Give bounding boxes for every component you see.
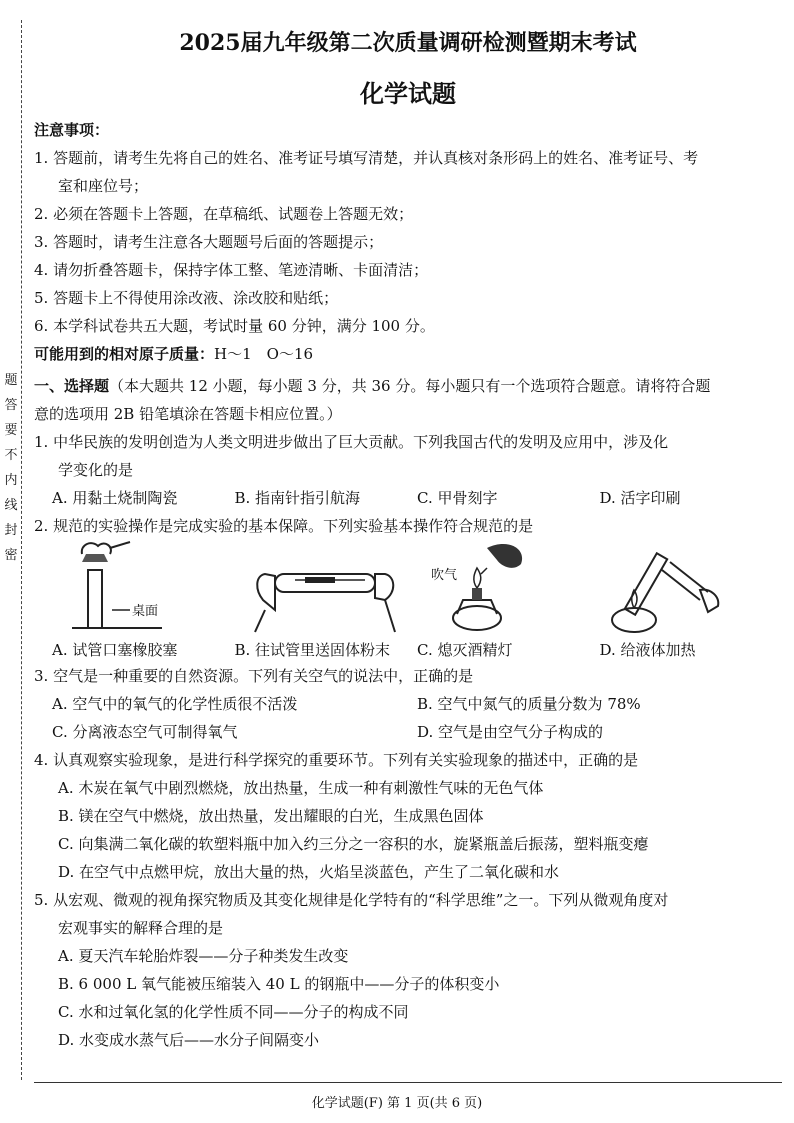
q2-figures [34,540,782,662]
option-a: A. 夏天汽车轮胎炸裂——分子种类发生改变 [58,947,349,965]
q2-stem: 2. 规范的实验操作是完成实验的基本保障。下列实验基本操作符合规范的是 [34,517,534,535]
margin-char: 题 [4,373,18,388]
q5-stem: 5. 从宏观、微观的视角探究物质及其变化规律是化学特有的“科学思维”之一。下列从微观角度对 [34,891,669,909]
exam-subject: 化学试题 [360,79,456,108]
binding-line [21,20,22,1080]
option-d: D. 给液体加热 [599,641,696,659]
note-item: 5. 答题卡上不得使用涂改液、涂改胶和贴纸； [34,289,339,307]
option-b: B. 往试管里送固体粉末 [234,641,391,659]
notes-heading: 注意事项： [34,121,110,139]
margin-char: 内 [4,473,18,488]
option-c: C. 水和过氧化氢的化学性质不同——分子的构成不同 [58,1003,409,1021]
exam-title: 2025届九年级第二次质量调研检测暨期末考试 [179,30,637,56]
atomic-mass-values: H～1 O～16 [214,345,314,363]
binding-margin-text [3,368,19,568]
option-a: A. 试管口塞橡胶塞 [52,641,178,659]
q4-stem: 4. 认真观察实验现象，是进行科学探究的重要环节。下列有关实验现象的描述中，正确的是 [34,751,639,769]
figure-d [600,540,783,662]
figure-a [52,540,235,662]
stopper-test-tube-illustration [52,540,232,636]
blow-label: 吹气 [431,568,458,583]
margin-char: 密 [4,548,18,563]
option-c: C. 熄灭酒精灯 [417,641,513,659]
page-footer: 化学试题(F) 第 1 页(共 6 页) [311,1096,483,1111]
q3-options-row1 [34,690,782,718]
q3-stem: 3. 空气是一种重要的自然资源。下列有关空气的说法中，正确的是 [34,667,474,685]
atomic-mass-line [34,340,782,368]
figure-c [417,540,600,662]
note-item: 6. 本学科试卷共五大题，考试时量 60 分钟，满分 100 分。 [34,317,435,335]
option-d: D. 空气是由空气分子构成的 [417,723,604,741]
heat-liquid-illustration [600,540,780,636]
note-item: 4. 请勿折叠答题卡，保持字体工整、笔迹清晰、卡面清洁； [34,261,429,279]
option-b: B. 镁在空气中燃烧，放出热量，发出耀眼的白光，生成黑色固体 [58,807,484,825]
margin-char: 线 [4,498,18,513]
note-item: 1. 答题前，请考生先将自己的姓名、准考证号填写清楚，并认真核对条形码上的姓名、准考证号、考 [34,149,699,167]
margin-char: 答 [4,398,18,413]
margin-char: 封 [4,523,18,538]
option-a: A. 木炭在氧气中剧烈燃烧，放出热量，生成一种有刺激性气味的无色气体 [58,779,544,797]
option-c: C. 分离液态空气可制得氧气 [52,723,238,741]
option-d: D. 水变成水蒸气后——水分子间隔变小 [58,1031,320,1049]
option-a: A. 用黏土烧制陶瓷 [52,489,178,507]
option-b: B. 6 000 L 氧气能被压缩装入 40 L 的钢瓶中——分子的体积变小 [58,975,500,993]
q1-stem: 1. 中华民族的发明创造为人类文明进步做出了巨大贡献。下列我国古代的发明及应用中，涉及化 [34,433,669,451]
option-d: D. 在空气中点燃甲烷，放出大量的热，火焰呈淡蓝色，产生了二氧化碳和水 [58,863,560,881]
q3-options-row2 [34,718,782,746]
section1-heading: 一、选择题 [34,377,110,395]
section1-intro-cont: 意的选项用 2B 铅笔填涂在答题卡相应位置。） [34,405,342,423]
exam-page [34,22,782,1054]
option-b: B. 指南针指引航海 [234,489,361,507]
option-c: C. 甲骨刻字 [417,489,498,507]
desk-label: 桌面 [132,604,159,619]
margin-char: 不 [4,448,18,463]
extinguish-lamp-illustration [417,540,597,636]
option-a: A. 空气中的氧气的化学性质很不活泼 [52,695,298,713]
section1-intro-text: （本大题共 12 小题，每小题 3 分，共 36 分。每小题只有一个选项符合题意。请将符合题 [109,377,711,395]
note-item: 室和座位号； [58,177,149,195]
q1-stem-cont: 学变化的是 [58,461,134,479]
option-c: C. 向集满二氧化碳的软塑料瓶中加入约三分之一容积的水，旋紧瓶盖后振荡，塑料瓶变瘪 [58,835,649,853]
figure-b [235,540,418,662]
option-d: D. 活字印刷 [599,489,681,507]
option-b: B. 空气中氮气的质量分数为 78% [417,695,641,713]
q5-stem-cont: 宏观事实的解释合理的是 [58,919,224,937]
note-item: 3. 答题时，请考生注意各大题题号后面的答题提示； [34,233,384,251]
atomic-mass-label: 可能用到的相对原子质量： [34,345,215,363]
powder-insertion-illustration [235,540,415,636]
footer-rule [34,1082,782,1083]
section1-intro [34,372,782,400]
q1-options [34,484,782,512]
note-item: 2. 必须在答题卡上答题，在草稿纸、试题卷上答题无效； [34,205,414,223]
margin-char: 要 [4,423,18,438]
